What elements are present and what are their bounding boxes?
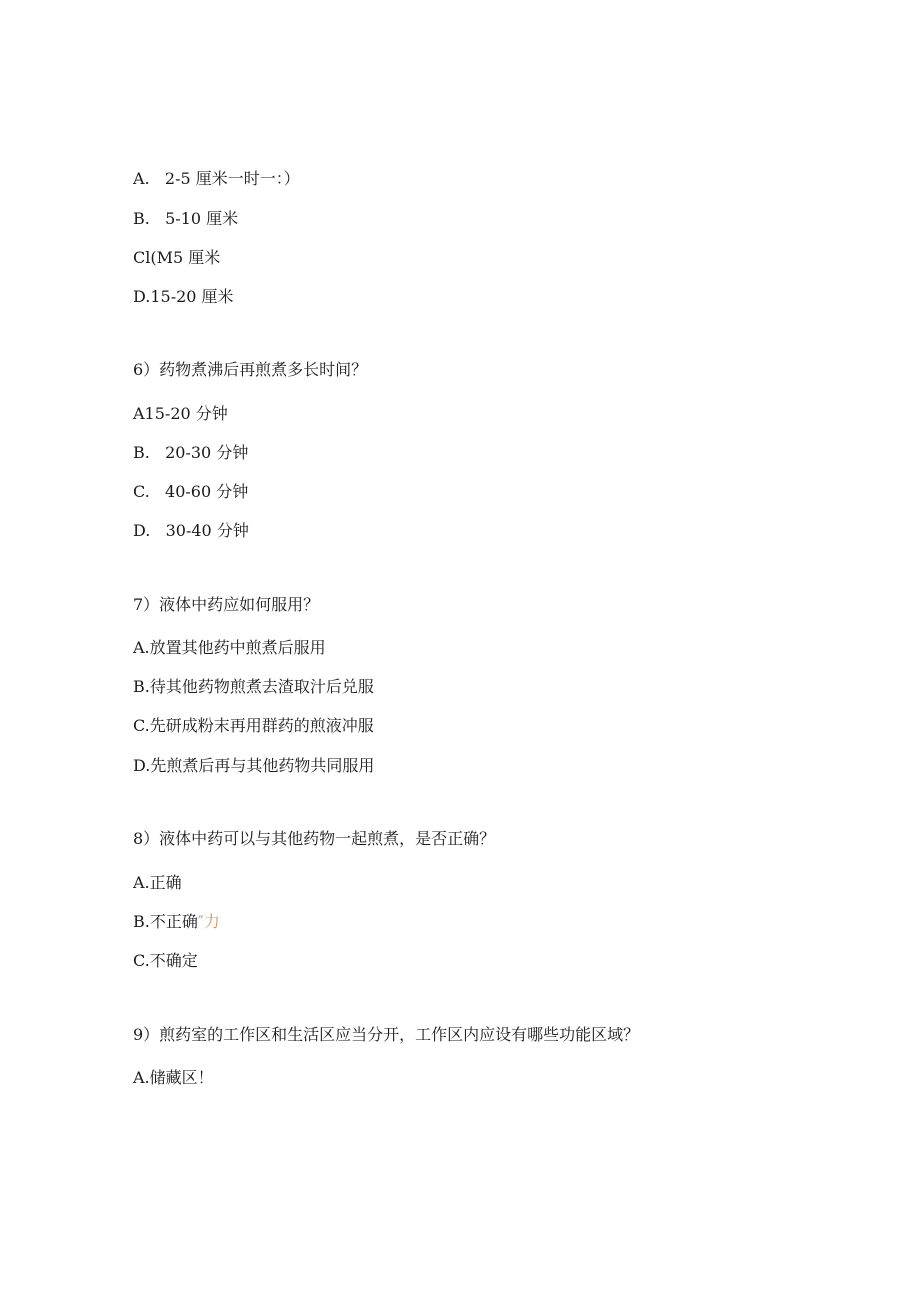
q9-question: 9）煎药室的工作区和生活区应当分开，工作区内应设有哪些功能区域？ bbox=[133, 1025, 640, 1044]
q6-option-b: B. 20-30 分钟 bbox=[133, 443, 249, 462]
q5-option-c: Cl(M5 厘米 bbox=[133, 248, 221, 267]
q5-option-d: D.15-20 厘米 bbox=[133, 287, 234, 306]
q7-option-a: A.放置其他药中煎煮后服用 bbox=[133, 638, 326, 657]
q6-question: 6）药物煮沸后再煎煮多长时间？ bbox=[133, 360, 368, 379]
q8-option-b-text: B.不正确 bbox=[133, 912, 198, 931]
q6-option-c: C. 40-60 分钟 bbox=[133, 482, 249, 501]
q7-option-b: B.待其他药物煎煮去渣取汁后兑服 bbox=[133, 677, 374, 696]
q8-option-a: A.正确 bbox=[133, 873, 182, 892]
q8-option-b bbox=[133, 912, 220, 932]
q7-option-d: D.先煎煮后再与其他药物共同服用 bbox=[133, 756, 375, 775]
q5-option-b: B. 5-10 厘米 bbox=[133, 209, 239, 228]
q7-option-c: C.先研成粉末再用群药的煎液冲服 bbox=[133, 716, 374, 735]
q9-option-a: A.储藏区！ bbox=[133, 1068, 214, 1087]
q8-question: 8）液体中药可以与其他药物一起煎煮，是否正确？ bbox=[133, 829, 496, 848]
q7-question: 7）液体中药应如何服用？ bbox=[133, 595, 320, 614]
q5-option-a: A. 2-5 厘米一时一：） bbox=[133, 169, 300, 188]
q8-option-c: C.不确定 bbox=[133, 951, 198, 970]
q6-option-a: A15-20 分钟 bbox=[133, 404, 228, 423]
q6-option-d: D. 30-40 分钟 bbox=[133, 521, 249, 540]
q8-option-b-mark: ″力 bbox=[197, 912, 220, 931]
